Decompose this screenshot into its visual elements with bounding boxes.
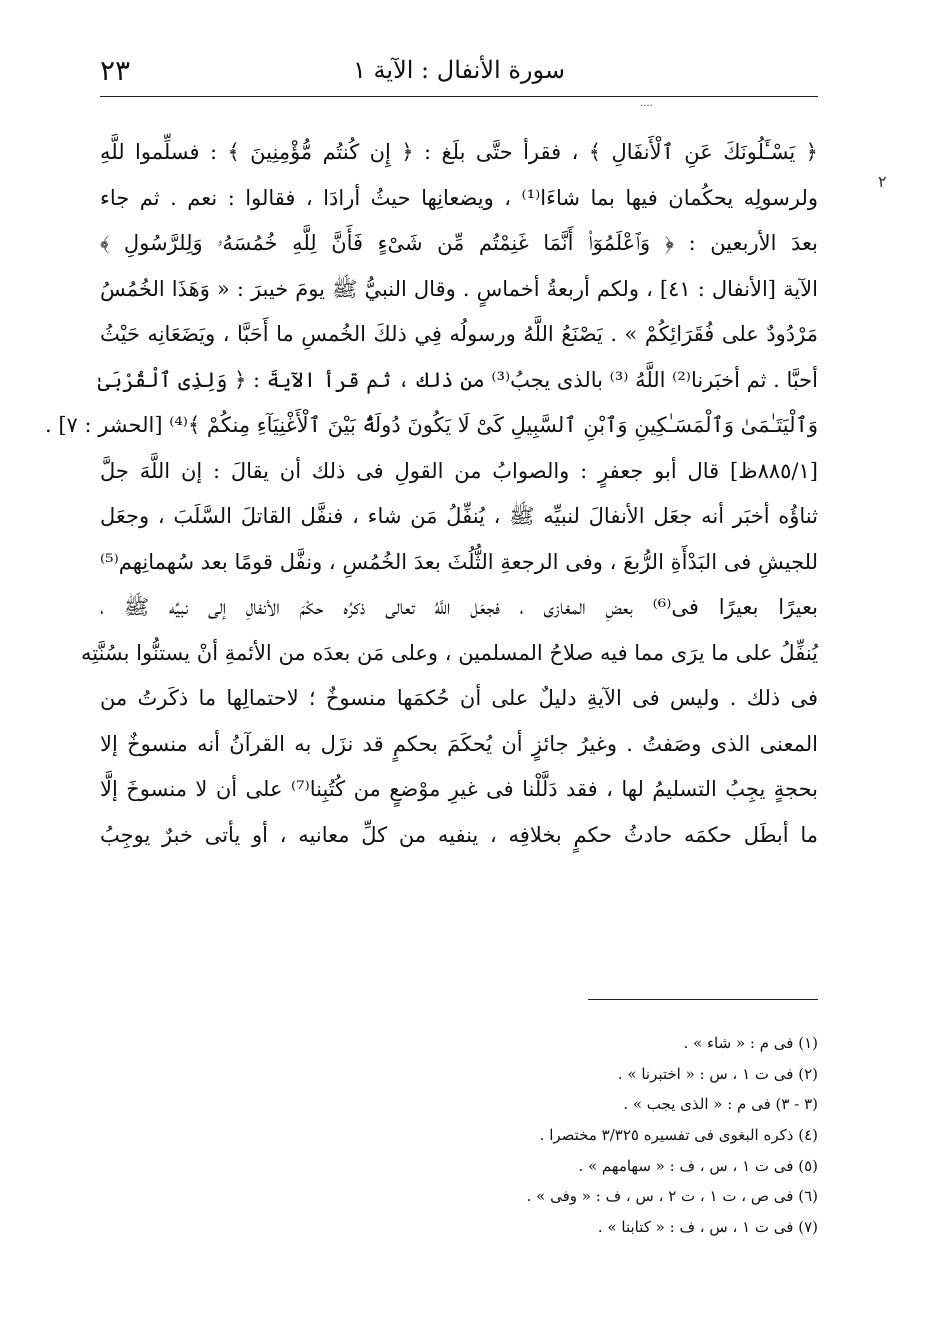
text-line: يُنفِّلُ على ما يرَى مما فيه صلاحُ المسلمين ، وعلى مَن بعدَه من الأئمةِ أنْ يستنُّوا بسُنَّتِه xyxy=(80,640,818,665)
footnote: (١) فى م : « شاء » . xyxy=(683,1034,818,1052)
footnote: (٦) فى ص ، ت ١ ، ت ٢ ، س ، ف : « وفى » . xyxy=(526,1187,818,1206)
page-number: ٢٣ xyxy=(100,54,131,87)
text-line: أحبَّا . ثم أخبَرنا⁽²⁾ اللَّهُ ⁽³⁾ بالذى يجبُ⁽³⁾ من ذلك ، ثم قرأ الآيةَ : ﴿ وَلِذِى ٱلْقُرْبَىٰ xyxy=(97,367,818,392)
text-line: فى ذلك . وليس فى الآيةِ دليلٌ على أن حُكمَها منسوخٌ ؛ لاحتمالِها ما ذكَرتُ من xyxy=(100,686,818,710)
text-line: بحجةٍ يجِبُ التسليمُ لها ، فقد دَلَّلْنا فى غيرِ موْضعٍ من كُتُبِنا⁽⁷⁾ على أن لا منسوخَ إلَّا xyxy=(100,777,818,801)
text-line: المعنى الذى وصَفتُ . وغيرُ جائزٍ أن يُحكَمَ بحكمٍ قد نزَل به القرآنُ أنه منسوخٌ إلا xyxy=(100,731,818,756)
footnote: (٢) فى ت ١ ، س : « اختبرنا » . xyxy=(617,1064,818,1083)
main-text xyxy=(44,130,818,858)
running-title: سورة الأنفال : الآية ١ xyxy=(353,56,565,84)
text-line: بعيرًا بعيرًا فى⁽⁶⁾ بعضِ المغازى ، فجعَل اللَّهُ تعالى ذكرُه حكْمَ الأنفالِ إلى نبيِّه ﷺ ، xyxy=(100,595,818,619)
text-line: ﴿ يَسْـَٔلُونَكَ عَنِ ٱلْأَنفَالِ ﴾ ، فقرأ حتَّى بلَغ : ﴿ إِن كُنتُم مُّؤْمِنِينَ ﴾ : فسلِّموا للَّهِ xyxy=(100,140,818,164)
text-line: مَرْدُودٌ على فُقَرَائِكُمْ » . يَصْنَعُ اللَّهُ ورسولُه فِي ذلكَ الخُمسِ ما أَحَبَّا ، ويَضَعَانِه حَيْثُ xyxy=(100,322,818,346)
header-ornament: .... xyxy=(640,98,653,109)
footnote-rule xyxy=(588,999,818,1000)
text-line: ما أبطَل حكمَه حادثُ حكمٍ بخلافِه ، ينفيه من كلِّ معانيه ، أو يأتى خبرٌ يوجِبُ xyxy=(100,822,818,847)
text-line: للجيشِ فى البَدْأَةِ الرُّبعَ ، وفى الرجعةِ الثُّلُثَ بعدَ الخُمُسِ ، ونفَّل قومًا بعد سُهمانِهم⁽⁵⁾ xyxy=(100,549,818,574)
margin-note: ٢ xyxy=(878,172,887,191)
text-line: ولرسولِه يحكُمان فيها بما شاءَا⁽¹⁾ ، ويضعانِها حيثُ أرادَا ، فقالوا : نعم . ثم جاء xyxy=(100,185,818,210)
footnote: (٥) فى ت ١ ، س ، ف : « سهامهم » . xyxy=(578,1156,818,1175)
text-line: ثناؤُه أخبَر أنه جعَل الأنفالَ لنبيِّه ﷺ ، يُنفِّلُ مَن شاء ، فنفَّل القاتلَ السَّلَبَ ، وجعَل xyxy=(100,504,818,528)
footnote: (٧) فى ت ١ ، س ، ف : « كتابنا » . xyxy=(597,1218,818,1237)
footnotes xyxy=(527,1028,818,1243)
text-line: بعدَ الأربعين : ﴿ وَٱعْلَمُوٓا۟ أَنَّمَا غَنِمْتُم مِّن شَىْءٍ فَأَنَّ لِلَّهِ خُمُسَهُۥ وَلِلرَّسُولِ ﴾ xyxy=(100,231,818,255)
header-rule xyxy=(100,96,818,97)
text-line: [٨٨٥/١ظ] قال أبو جعفرٍ : والصوابُ من القولِ فى ذلك أن يقالَ : إن اللَّهَ جلَّ xyxy=(100,458,818,483)
page-header xyxy=(100,50,818,98)
footnote: (٤) ذكره البغوى فى تفسيره ٣/٣٢٥ مختصرا . xyxy=(539,1126,818,1145)
text-line: وَٱلْيَتَـٰمَىٰ وَٱلْمَسَـٰكِينِ وَٱبْنِ ٱلسَّبِيلِ كَىْ لَا يَكُونَ دُولَةًۢ بَيْنَ ٱلْأَغْنِيَآءِ مِنكُمْ ﴾⁽⁴⁾ [الحشر : ٧] . xyxy=(44,413,818,437)
text-line: الآية [الأنفال : ٤١] ، ولكم أربعةُ أخماسٍ . وقال النبيُّ ﷺ يومَ خيبرَ : « وَهَذَا الخُمُسُ xyxy=(100,276,818,301)
footnote: (٣ - ٣) فى م : « الذى يجب » . xyxy=(623,1095,818,1114)
